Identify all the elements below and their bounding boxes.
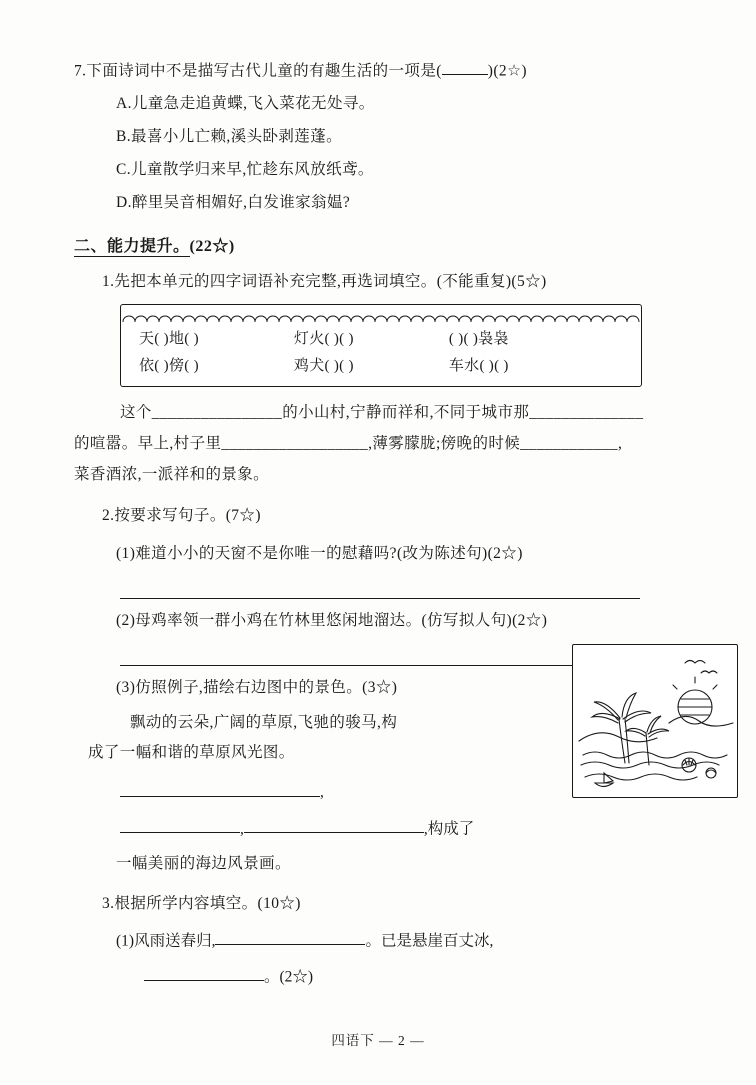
answer-blank[interactable] (215, 928, 365, 945)
question-7-option-c: C.儿童散学归来早,忙趁东风放纸鸢。 (116, 161, 374, 179)
word-bank-cell: 灯火( )( ) (293, 331, 354, 348)
section-heading-label: 二、能力提升。 (74, 238, 190, 256)
worksheet-content (74, 58, 686, 986)
task-2-example (74, 708, 444, 767)
answer-blank[interactable] (120, 816, 240, 833)
task-3-item-1-cont (74, 964, 686, 986)
question-7-stem: 7.下面诗词中不是描写古代儿童的有趣生活的一项是( (74, 62, 442, 80)
task-3-item-1-a: (1)风雨送春归, (116, 932, 216, 950)
task-2-answer-row-2: , ,构成了 (74, 816, 686, 838)
task-2-title: 2.按要求写句子。(7☆) (102, 507, 261, 525)
seaside-illustration (572, 644, 738, 798)
question-7 (74, 58, 686, 83)
word-bank-cell: 鸡犬( )( ) (293, 358, 354, 375)
word-bank-row-1 (121, 324, 641, 351)
question-7-option-a: A.儿童急走追黄蝶,飞入菜花无处寻。 (116, 95, 375, 113)
task-2-example-line-2: 成了一幅和谐的草原风光图。 (88, 743, 295, 761)
task-3-item-1-b: 。已是悬崖百丈冰, (365, 932, 494, 950)
answer-blank[interactable] (144, 964, 264, 981)
task-1-paragraph-line-3: 菜香酒浓,一派祥和的景象。 (74, 466, 270, 484)
answer-blank[interactable] (120, 779, 320, 796)
word-bank-row-2 (121, 351, 641, 378)
page-footer: 四语下 — 2 — (331, 1033, 425, 1048)
word-bank-box (120, 304, 642, 387)
answer-tail: ,构成了 (423, 819, 475, 837)
question-7-option-d: D.醉里吴音相媚好,白发谁家翁媪? (116, 194, 351, 212)
section-heading (74, 233, 686, 256)
task-2-answer-last: 一幅美丽的海边风景画。 (116, 854, 291, 872)
task-3-item-1-c: 。(2☆) (264, 968, 314, 986)
word-bank-cell: ( )( )袅袅 (448, 331, 509, 348)
task-3-title: 3.根据所学内容填空。(10☆) (102, 894, 301, 912)
scallop-border-icon (121, 311, 641, 324)
word-bank-cell: 天( )地( ) (139, 331, 199, 348)
answer-blank[interactable] (244, 816, 424, 833)
word-bank-cell: 车水( )( ) (448, 358, 509, 375)
question-7-stem-tail: )(2☆) (487, 62, 527, 80)
task-1-title: 1.先把本单元的四字词语补充完整,再选词填空。(不能重复)(5☆) (102, 273, 547, 291)
section-heading-score: (22☆) (189, 238, 235, 256)
answer-line[interactable] (120, 645, 640, 666)
task-2-example-line-1: 飘动的云朵,广阔的草原,飞驰的骏马,构 (130, 714, 398, 732)
task-2-item-3: (3)仿照例子,描绘右边图中的景色。(3☆) (116, 679, 398, 697)
task-1-paragraph-line-2: 的喧嚣。早上,村子里__________________,薄雾朦胧;傍晚的时候____________, (74, 435, 623, 453)
question-7-option-b: B.最喜小儿亡赖,溪头卧剥莲蓬。 (116, 128, 342, 146)
task-2-item-1: (1)难道小小的天窗不是你唯一的慰藉吗?(改为陈述句)(2☆) (116, 545, 523, 563)
task-1-paragraph-line-1: 这个________________的小山村,宁静而祥和,不同于城市那______________ (120, 404, 644, 422)
answer-punct: , (320, 783, 324, 801)
word-bank-cell: 依( )傍( ) (139, 358, 199, 375)
task-3-item-1 (74, 928, 686, 950)
seaside-scene-icon (573, 645, 737, 797)
task-2-item-2: (2)母鸡率领一群小鸡在竹林里悠闲地溜达。(仿写拟人句)(2☆) (116, 612, 548, 630)
answer-line[interactable] (120, 578, 640, 599)
